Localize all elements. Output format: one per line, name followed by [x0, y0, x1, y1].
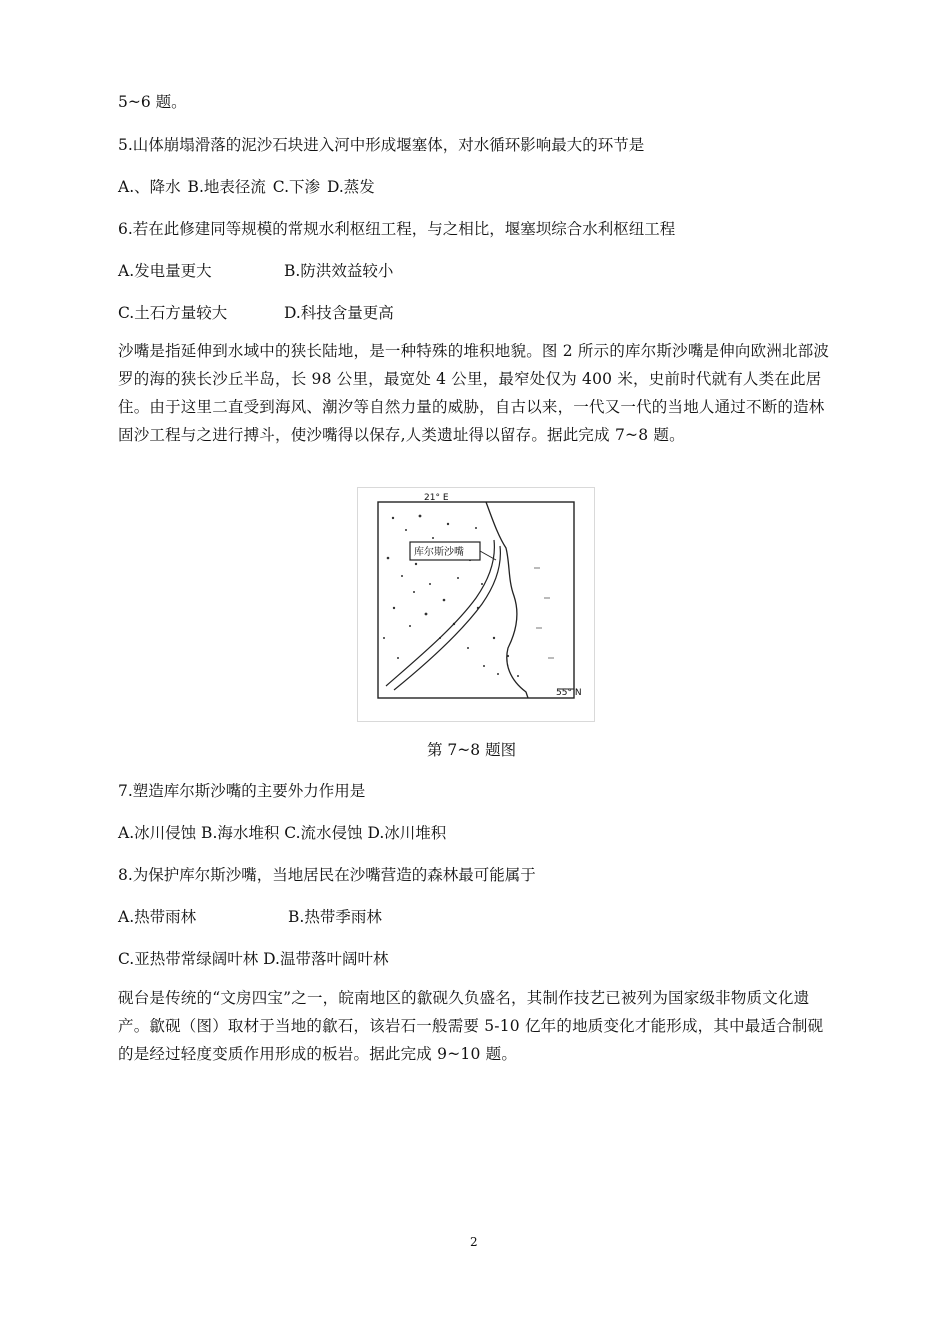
spit-outline — [386, 540, 500, 690]
sea-texture — [534, 568, 554, 658]
text-line: 5~6 题。 — [118, 93, 187, 111]
question-8-options-cd: C.亚热带常绿阔叶林 D.温带落叶阔叶林 — [118, 950, 389, 968]
passage-9-10: 砚台是传统的“文房四宝”之一，皖南地区的歙砚久负盛名，其制作技艺已被列为国家级非物质文化遗产。歙砚（图）取材于当地的歙石，该岩石一般需要 5-10 亿年的地质变化才能形成，其中最适合制砚的是经过轻度变质作用形成的板岩。据此完成 9~10 题。 — [118, 989, 824, 1063]
coastline — [486, 502, 528, 698]
question-6-option-a: A.发电量更大 — [118, 262, 212, 280]
question-5: 5.山体崩塌滑落的泥沙石块进入河中形成堰塞体，对水循环影响最大的环节是 — [118, 136, 645, 154]
question-8-option-a: A.热带雨林 — [118, 908, 197, 926]
question-7-options: A.冰川侵蚀 B.海水堆积 C.流水侵蚀 D.冰川堆积 — [118, 824, 447, 842]
question-8: 8.为保护库尔斯沙嘴，当地居民在沙嘴营造的森林最可能属于 — [118, 866, 536, 884]
land-texture — [383, 515, 519, 677]
question-7: 7.塑造库尔斯沙嘴的主要外力作用是 — [118, 782, 366, 800]
question-5-options: A.、降水 B.地表径流 C.下渗 D.蒸发 — [118, 178, 375, 196]
latitude-label: 55° N — [556, 688, 582, 698]
longitude-label: 21° E — [424, 493, 449, 503]
spit-label: 库尔斯沙嘴 — [414, 547, 464, 558]
question-6: 6.若在此修建同等规模的常规水利枢纽工程，与之相比，堰塞坝综合水利枢纽工程 — [118, 220, 676, 238]
passage-7-8: 沙嘴是指延伸到水域中的狭长陆地，是一种特殊的堆积地貌。图 2 所示的库尔斯沙嘴是伸向欧洲北部波罗的海的狭长沙丘半岛，长 98 公里，最宽处 4 公里，最窄处仅为 400 米，史前时代就有人类在此居住。由于这里二直受到海风、潮汐等自然力量的威胁，自古以来，一代又一代的当地人通过不断的造林固沙工程与之进行搏斗，使沙嘴得以保存,人类遗址得以留存。据此完成 7~8 题。 — [118, 342, 830, 444]
question-6-option-d: D.科技含量更高 — [284, 304, 394, 322]
map-graphic — [358, 488, 594, 721]
figure-caption: 第 7~8 题图 — [427, 741, 517, 759]
question-8-option-b: B.热带季雨林 — [288, 908, 382, 926]
question-6-option-b: B.防洪效益较小 — [284, 262, 394, 280]
page-number: 2 — [470, 1235, 478, 1249]
question-6-option-c: C.土石方量较大 — [118, 304, 228, 322]
curonian-spit-map — [357, 487, 595, 722]
